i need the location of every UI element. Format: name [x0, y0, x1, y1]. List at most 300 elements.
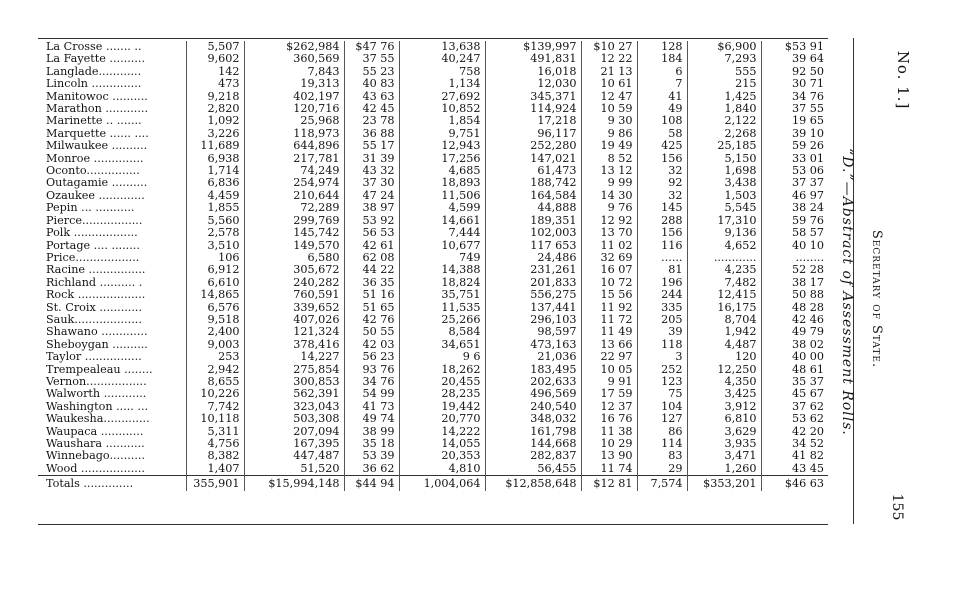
table-cell: 93 76	[344, 364, 399, 376]
table-cell: 44,888	[485, 202, 581, 214]
table-cell: 59 76	[761, 215, 828, 227]
table-cell: 6,810	[687, 413, 761, 425]
table-cell: 20,770	[399, 413, 485, 425]
table-cell: 207,094	[244, 426, 344, 438]
table-cell: 61,473	[485, 165, 581, 177]
county-name: Oconto...............	[46, 165, 140, 178]
table-cell: 19,313	[244, 78, 344, 90]
table-cell: 53 62	[761, 413, 828, 425]
table-cell: 58	[637, 128, 687, 140]
table-cell: 3	[637, 351, 687, 363]
table-cell: 145	[637, 202, 687, 214]
county-name: Portage .... ........	[46, 239, 140, 252]
table-cell: 38 99	[344, 426, 399, 438]
table-caption: “D.”—Abstract of Assessment Rolls.	[839, 148, 855, 436]
table-cell: 4,756	[186, 438, 244, 450]
table-cell: 9 6	[399, 351, 485, 363]
table-cell: 83	[637, 450, 687, 462]
table-cell: 121,324	[244, 326, 344, 338]
table-cell: 19 49	[581, 140, 637, 152]
table-cell: 1,503	[687, 190, 761, 202]
table-cell: 10 72	[581, 277, 637, 289]
table-cell: 37 30	[344, 177, 399, 189]
county-name: Milwaukee ..........	[46, 140, 148, 153]
table-cell: 184	[637, 53, 687, 65]
table-cell: 42 45	[344, 103, 399, 115]
table-cell: 6,912	[186, 264, 244, 276]
table-cell: 50 88	[761, 289, 828, 301]
table-cell: 18,824	[399, 277, 485, 289]
table-cell: 3,510	[186, 240, 244, 252]
table-cell: 496,569	[485, 388, 581, 400]
table-cell: 50 55	[344, 326, 399, 338]
table-cell: 96,117	[485, 128, 581, 140]
table-cell: 108	[637, 115, 687, 127]
table-cell: 35 18	[344, 438, 399, 450]
table-cell: 14,222	[399, 426, 485, 438]
table-cell: 120,716	[244, 103, 344, 115]
county-name: Ozaukee .............	[46, 189, 145, 202]
table-cell: 11,535	[399, 302, 485, 314]
table-cell: 11,689	[186, 140, 244, 152]
table-cell: 34 76	[344, 376, 399, 388]
table-cell: 12 92	[581, 215, 637, 227]
table-cell: 183,495	[485, 364, 581, 376]
table-cell: 360,569	[244, 53, 344, 65]
table-cell: 48 28	[761, 302, 828, 314]
table-cell: $15,994,148	[244, 476, 344, 491]
table-cell: 29	[637, 463, 687, 476]
table-cell: 201,833	[485, 277, 581, 289]
table-cell: 12,415	[687, 289, 761, 301]
table-cell: 3,629	[687, 426, 761, 438]
table-row	[38, 190, 828, 202]
county-name: Marquette ...... ....	[46, 127, 149, 140]
table-cell: 46 97	[761, 190, 828, 202]
table-cell: 3,471	[687, 450, 761, 462]
table-cell: 378,416	[244, 339, 344, 351]
table-cell: 54 99	[344, 388, 399, 400]
table-cell: 16 07	[581, 264, 637, 276]
table-cell: 11 38	[581, 426, 637, 438]
table-cell: 51 16	[344, 289, 399, 301]
table-cell: 164,584	[485, 190, 581, 202]
table-cell: 2,122	[687, 115, 761, 127]
table-cell: 12,030	[485, 78, 581, 90]
table-cell: 5,150	[687, 153, 761, 165]
table-row	[38, 326, 828, 338]
table-cell: 51,520	[244, 463, 344, 476]
table-cell: 231,261	[485, 264, 581, 276]
table-cell: 7	[637, 78, 687, 90]
table-row	[38, 177, 828, 189]
table-cell: 32	[637, 165, 687, 177]
table-cell: $44 94	[344, 476, 399, 491]
table-cell: 4,487	[687, 339, 761, 351]
table-cell: 14 30	[581, 190, 637, 202]
table-cell: 145,742	[244, 227, 344, 239]
table-row	[38, 289, 828, 301]
table-row	[38, 103, 828, 115]
table-cell: $12,858,648	[485, 476, 581, 491]
table-cell: 44 22	[344, 264, 399, 276]
table-cell: 1,855	[186, 202, 244, 214]
table-cell: 9,751	[399, 128, 485, 140]
table-cell: 16,175	[687, 302, 761, 314]
county-name: Monroe ..............	[46, 152, 144, 165]
table-cell: 6,938	[186, 153, 244, 165]
table-cell: 4,350	[687, 376, 761, 388]
table-cell: 48 61	[761, 364, 828, 376]
table-cell: 34 52	[761, 438, 828, 450]
table-cell: 3,438	[687, 177, 761, 189]
table-cell: 9,602	[186, 53, 244, 65]
table-cell: 14,055	[399, 438, 485, 450]
table-cell: 6,580	[244, 252, 344, 264]
table-cell: 32 69	[581, 252, 637, 264]
table-cell: 1,260	[687, 463, 761, 476]
table-cell: 23 78	[344, 115, 399, 127]
table-cell: 20,353	[399, 450, 485, 462]
table-cell: 252,280	[485, 140, 581, 152]
county-name: Manitowoc ..........	[46, 90, 148, 103]
table-cell: 14,661	[399, 215, 485, 227]
table-cell: 55 17	[344, 140, 399, 152]
table-cell: 36 62	[344, 463, 399, 476]
table-cell: 253	[186, 351, 244, 363]
table-cell: 30 71	[761, 78, 828, 90]
county-name: Marathon ............	[46, 103, 149, 116]
table-cell: 7,444	[399, 227, 485, 239]
table-cell: 1,840	[687, 103, 761, 115]
county-name: Sheboygan ..........	[46, 338, 148, 351]
table-cell: 425	[637, 140, 687, 152]
table-cell: 43 63	[344, 91, 399, 103]
county-name: Racine ................	[46, 264, 146, 277]
table-cell: 106	[186, 252, 244, 264]
table-cell: 10,852	[399, 103, 485, 115]
table-cell: 9,518	[186, 314, 244, 326]
county-name: Waupaca ............	[46, 425, 144, 438]
table-row	[38, 388, 828, 400]
table-cell: 7,742	[186, 401, 244, 413]
table-row	[38, 165, 828, 177]
table-cell: 252	[637, 364, 687, 376]
county-name: La Fayette ..........	[46, 53, 145, 66]
table-cell: 102,003	[485, 227, 581, 239]
table-cell: 5,560	[186, 215, 244, 227]
table-cell: 81	[637, 264, 687, 276]
table-cell: 1,425	[687, 91, 761, 103]
table-cell: 10,226	[186, 388, 244, 400]
table-cell: 37 55	[761, 103, 828, 115]
table-cell: 758	[399, 66, 485, 78]
county-name: Waushara ...........	[46, 438, 145, 450]
table-cell: 244	[637, 289, 687, 301]
table-cell: 49 79	[761, 326, 828, 338]
table-cell: 75	[637, 388, 687, 400]
table-cell: 118,973	[244, 128, 344, 140]
table-cell: 5,311	[186, 426, 244, 438]
table-cell: 323,043	[244, 401, 344, 413]
table-row	[38, 240, 828, 252]
table-row	[38, 91, 828, 103]
county-name: Taylor ................	[46, 351, 142, 364]
table-cell: 4,810	[399, 463, 485, 476]
table-cell: 8,584	[399, 326, 485, 338]
table-cell: 21 13	[581, 66, 637, 78]
table-cell: 117 653	[485, 240, 581, 252]
county-name: Rock ...................	[46, 289, 146, 302]
table-row	[38, 140, 828, 152]
table-cell: 49	[637, 103, 687, 115]
table-cell: 13 12	[581, 165, 637, 177]
table-cell: 42 76	[344, 314, 399, 326]
table-cell: 128	[637, 41, 687, 53]
table-cell: 42 61	[344, 240, 399, 252]
table-cell: 9,003	[186, 339, 244, 351]
table-cell: 7,482	[687, 277, 761, 289]
table-cell: 92 50	[761, 66, 828, 78]
table-cell: 43 45	[761, 463, 828, 476]
table-cell: 39 10	[761, 128, 828, 140]
table-cell: 473,163	[485, 339, 581, 351]
table-cell: 49 74	[344, 413, 399, 425]
table-cell: 51 65	[344, 302, 399, 314]
table-cell: 11 02	[581, 240, 637, 252]
table-cell: $353,201	[687, 476, 761, 491]
table-row	[38, 302, 828, 314]
table-cell: 2,578	[186, 227, 244, 239]
table-cell: 562,391	[244, 388, 344, 400]
table-cell: 2,268	[687, 128, 761, 140]
table-cell: 156	[637, 153, 687, 165]
table-cell: 1,942	[687, 326, 761, 338]
table-cell: 9 76	[581, 202, 637, 214]
table-cell: 39 64	[761, 53, 828, 65]
table-row	[38, 413, 828, 425]
table-cell: 402,197	[244, 91, 344, 103]
county-name: St. Croix ............	[46, 301, 143, 314]
table-cell: 45 67	[761, 388, 828, 400]
table-cell: 35,751	[399, 289, 485, 301]
table-cell: 240,282	[244, 277, 344, 289]
table-cell: 6	[637, 66, 687, 78]
table-cell: $53 91	[761, 41, 828, 53]
table-row	[38, 314, 828, 326]
county-name: Wood ..................	[46, 462, 145, 475]
table-cell: 9 91	[581, 376, 637, 388]
table-cell: 92	[637, 177, 687, 189]
table-cell: 407,026	[244, 314, 344, 326]
table-cell: 20,455	[399, 376, 485, 388]
table-cell: 127	[637, 413, 687, 425]
table-cell: 355,901	[186, 476, 244, 491]
table-cell: ......	[637, 252, 687, 264]
table-cell: 116	[637, 240, 687, 252]
table-cell: 33 01	[761, 153, 828, 165]
table-cell: 12,943	[399, 140, 485, 152]
table-row	[38, 264, 828, 276]
table-cell: 3,912	[687, 401, 761, 413]
table-cell: 41 73	[344, 401, 399, 413]
table-cell: 473	[186, 78, 244, 90]
table-cell: 11 72	[581, 314, 637, 326]
table-cell: 42 46	[761, 314, 828, 326]
table-cell: 196	[637, 277, 687, 289]
table-row	[38, 339, 828, 351]
table-cell: 11 74	[581, 463, 637, 476]
table-row	[38, 153, 828, 165]
county-name: Washington ..... ...	[46, 400, 149, 413]
table-cell: 8,382	[186, 450, 244, 462]
table-cell: 18,262	[399, 364, 485, 376]
table-cell: 36 88	[344, 128, 399, 140]
table-cell: 18,893	[399, 177, 485, 189]
table-cell: 7,574	[637, 476, 687, 491]
table-cell: 149,570	[244, 240, 344, 252]
table-cell: 55 23	[344, 66, 399, 78]
table-cell: $47 76	[344, 41, 399, 53]
county-name: Sauk...................	[46, 313, 142, 326]
table-cell: 52 28	[761, 264, 828, 276]
table-row	[38, 351, 828, 363]
table-cell: 14,388	[399, 264, 485, 276]
table-cell: 335	[637, 302, 687, 314]
table-cell: 56 53	[344, 227, 399, 239]
table-cell: 40,247	[399, 53, 485, 65]
table-cell: 4,652	[687, 240, 761, 252]
table-cell: 27,692	[399, 91, 485, 103]
table-cell: ........	[761, 252, 828, 264]
table-cell: 35 37	[761, 376, 828, 388]
table-cell: 142	[186, 66, 244, 78]
table-cell: 8 52	[581, 153, 637, 165]
table-cell: 53 39	[344, 450, 399, 462]
table-cell: 345,371	[485, 91, 581, 103]
table-cell: 34,651	[399, 339, 485, 351]
table-cell: 98,597	[485, 326, 581, 338]
table-cell: 156	[637, 227, 687, 239]
table-cell: 120	[687, 351, 761, 363]
table-cell: 32	[637, 190, 687, 202]
table-cell: 42 03	[344, 339, 399, 351]
table-cell: 2,400	[186, 326, 244, 338]
table-row	[38, 364, 828, 376]
table-cell: 1,407	[186, 463, 244, 476]
table-cell: 14,865	[186, 289, 244, 301]
table-cell: 25,968	[244, 115, 344, 127]
table-cell: 12 47	[581, 91, 637, 103]
table-cell: 28,235	[399, 388, 485, 400]
table-cell: 760,591	[244, 289, 344, 301]
table-row	[38, 53, 828, 65]
county-name: Waukesha.............	[46, 413, 150, 426]
table-cell: 205	[637, 314, 687, 326]
table-cell: 37 62	[761, 401, 828, 413]
table-cell: 305,672	[244, 264, 344, 276]
table-row	[38, 450, 828, 462]
county-name: Outagamie ..........	[46, 177, 148, 190]
table-cell: 16 76	[581, 413, 637, 425]
table-cell: 11 49	[581, 326, 637, 338]
table-cell: 503,308	[244, 413, 344, 425]
table-cell: 7,843	[244, 66, 344, 78]
county-name: Richland .......... .	[46, 276, 143, 289]
table-cell: 2,820	[186, 103, 244, 115]
table-cell: 11 92	[581, 302, 637, 314]
table-cell: $10 27	[581, 41, 637, 53]
table-cell: 6,836	[186, 177, 244, 189]
table-row	[38, 128, 828, 140]
table-cell: 240,540	[485, 401, 581, 413]
table-cell: 114,924	[485, 103, 581, 115]
table-cell: 275,854	[244, 364, 344, 376]
table-cell: 12 37	[581, 401, 637, 413]
table-cell: 167,395	[244, 438, 344, 450]
table-cell: 38 24	[761, 202, 828, 214]
table-cell: 13 66	[581, 339, 637, 351]
table-cell: 40 10	[761, 240, 828, 252]
table-cell: 9,218	[186, 91, 244, 103]
table-cell: 47 24	[344, 190, 399, 202]
table-cell: 2,942	[186, 364, 244, 376]
table-cell: 3,425	[687, 388, 761, 400]
table-cell: 6,576	[186, 302, 244, 314]
table-body	[38, 41, 828, 491]
table-cell: 58 57	[761, 227, 828, 239]
table-cell: 12,250	[687, 364, 761, 376]
table-cell: 9 86	[581, 128, 637, 140]
table-cell: 123	[637, 376, 687, 388]
table-cell: 188,742	[485, 177, 581, 189]
table-cell: 13,638	[399, 41, 485, 53]
table-cell: 17 59	[581, 388, 637, 400]
table-cell: 5,507	[186, 41, 244, 53]
table-cell: 31 39	[344, 153, 399, 165]
table-cell: 189,351	[485, 215, 581, 227]
top-rule	[38, 38, 828, 39]
table-cell: 147,021	[485, 153, 581, 165]
table-cell: 40 00	[761, 351, 828, 363]
table-cell: 9,136	[687, 227, 761, 239]
table-row	[38, 376, 828, 388]
totals-row	[38, 476, 828, 491]
table-cell: 447,487	[244, 450, 344, 462]
table-cell: 5,545	[687, 202, 761, 214]
table-cell: 56,455	[485, 463, 581, 476]
table-cell: 202,633	[485, 376, 581, 388]
table-cell: 556,275	[485, 289, 581, 301]
table-cell: 118	[637, 339, 687, 351]
table-row	[38, 202, 828, 214]
table-cell: 19 65	[761, 115, 828, 127]
table-cell: 114	[637, 438, 687, 450]
table-cell: 9 99	[581, 177, 637, 189]
table-cell: 4,599	[399, 202, 485, 214]
table-cell: 37 37	[761, 177, 828, 189]
table-cell: 38 02	[761, 339, 828, 351]
running-head: Secretary of State.	[869, 229, 884, 369]
table-cell: 56 23	[344, 351, 399, 363]
table-cell: 13 90	[581, 450, 637, 462]
table-cell: 72,289	[244, 202, 344, 214]
table-cell: 19,442	[399, 401, 485, 413]
table-cell: 21,036	[485, 351, 581, 363]
table-cell: 3,226	[186, 128, 244, 140]
table-cell: ............	[687, 252, 761, 264]
table-cell: 13 70	[581, 227, 637, 239]
